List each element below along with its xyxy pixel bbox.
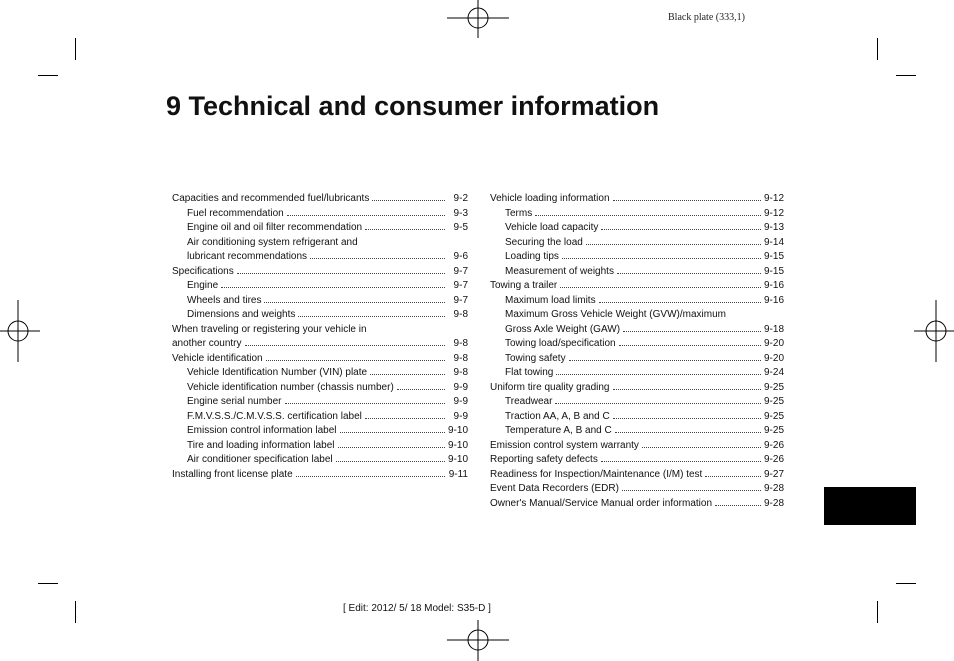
- toc-entry: [490, 265, 784, 280]
- dot-leader: [287, 215, 445, 216]
- toc-entry: [490, 308, 784, 323]
- dot-leader: [310, 258, 445, 259]
- toc-entry-label: Tire and loading information label: [187, 439, 335, 451]
- toc-entry-label: Uniform tire quality grading: [490, 381, 610, 393]
- toc-entry-label: Gross Axle Weight (GAW): [505, 323, 621, 335]
- crop-mark-icon: [38, 75, 58, 76]
- toc-page-number: 9-27: [763, 468, 784, 480]
- dot-leader: [601, 461, 761, 462]
- toc-page-number: 9-28: [763, 497, 784, 509]
- dot-leader: [338, 447, 445, 448]
- toc-entry-label: Engine: [187, 280, 219, 291]
- toc-entry: [172, 236, 468, 251]
- dot-leader: [622, 490, 761, 491]
- toc-entry-label: Towing load/specification: [505, 338, 616, 349]
- toc-page-number: 9-25: [763, 425, 784, 436]
- toc-page-number: 9-10: [447, 454, 468, 465]
- dot-leader: [560, 287, 761, 288]
- toc-entry: [172, 221, 468, 236]
- toc-entry: [172, 265, 468, 280]
- toc-entry: [490, 250, 784, 265]
- toc-entry-label: Specifications: [172, 265, 234, 277]
- registration-mark-icon: [914, 300, 954, 362]
- registration-mark-icon: [447, 620, 509, 661]
- toc-entry: [172, 279, 468, 294]
- toc-page-number: 9-26: [763, 454, 784, 465]
- dot-leader: [623, 331, 761, 332]
- toc-left-column: [172, 192, 468, 482]
- toc-entry: [490, 192, 784, 207]
- toc-entry-label: Towing safety: [505, 352, 566, 364]
- edit-footer: [ Edit: 2012/ 5/ 18 Model: S35-D ]: [343, 603, 491, 614]
- toc-entry: [172, 439, 468, 454]
- toc-entry-label: Installing front license plate: [172, 468, 293, 480]
- toc-entry-label: lubricant recommendations: [187, 251, 308, 262]
- toc-page-number: 9-10: [447, 439, 468, 451]
- toc-page-number: 9-8: [453, 309, 468, 320]
- toc-page-number: 9-7: [453, 294, 468, 306]
- dot-leader: [715, 505, 761, 506]
- toc-right-column: [490, 192, 784, 511]
- toc-page-number: 9-12: [763, 207, 784, 219]
- toc-entry-label: When traveling or registering your vehicle in: [172, 323, 367, 335]
- toc-page-number: 9-8: [453, 367, 468, 378]
- toc-entry: [490, 497, 784, 512]
- toc-entry-label: Owner's Manual/Service Manual order information: [490, 497, 713, 509]
- dot-leader: [562, 258, 761, 259]
- section-tab: [824, 487, 916, 525]
- crop-mark-icon: [38, 583, 58, 584]
- toc-entry-label: Vehicle loading information: [490, 193, 610, 204]
- dot-leader: [365, 418, 445, 419]
- plate-label: Black plate (333,1): [668, 12, 745, 23]
- toc-entry-label: Vehicle Identification Number (VIN) plate: [187, 367, 368, 378]
- toc-entry-label: F.M.V.S.S./C.M.V.S.S. certification label: [187, 410, 362, 422]
- toc-entry-label: Reporting safety defects: [490, 454, 598, 465]
- dot-leader: [370, 374, 445, 375]
- toc-entry: [490, 482, 784, 497]
- toc-entry: [172, 308, 468, 323]
- toc-entry-label: Loading tips: [505, 251, 559, 262]
- toc-page-number: 9-9: [453, 396, 468, 407]
- toc-entry-label: Wheels and tires: [187, 294, 262, 306]
- dot-leader: [613, 200, 761, 201]
- dot-leader: [619, 345, 761, 346]
- toc-entry: [490, 279, 784, 294]
- dot-leader: [613, 418, 761, 419]
- toc-entry: [172, 424, 468, 439]
- dot-leader: [586, 244, 761, 245]
- toc-page-number: 9-3: [453, 207, 468, 219]
- dot-leader: [599, 302, 761, 303]
- toc-page-number: 9-7: [453, 280, 468, 291]
- toc-entry: [172, 410, 468, 425]
- dot-leader: [336, 461, 445, 462]
- toc-entry: [172, 468, 468, 483]
- toc-entry: [172, 366, 468, 381]
- crop-mark-icon: [896, 75, 916, 76]
- toc-page-number: 9-26: [763, 439, 784, 451]
- toc-entry: [490, 468, 784, 483]
- toc-entry: [490, 221, 784, 236]
- toc-entry: [490, 323, 784, 338]
- toc-entry-label: Maximum Gross Vehicle Weight (GVW)/maximum: [505, 309, 726, 320]
- toc-entry: [490, 366, 784, 381]
- toc-entry: [490, 381, 784, 396]
- dot-leader: [613, 389, 761, 390]
- toc-entry: [490, 424, 784, 439]
- toc-entry-label: Dimensions and weights: [187, 309, 296, 320]
- toc-entry: [172, 381, 468, 396]
- toc-page-number: 9-25: [763, 381, 784, 393]
- toc-entry: [172, 352, 468, 367]
- toc-entry: [172, 207, 468, 222]
- dot-leader: [264, 302, 445, 303]
- toc-entry-label: Event Data Recorders (EDR): [490, 483, 619, 494]
- dot-leader: [601, 229, 761, 230]
- toc-entry-label: Emission control system warranty: [490, 439, 639, 451]
- dot-leader: [245, 345, 446, 346]
- toc-page-number: 9-24: [763, 367, 784, 378]
- toc-entry-label: Traction AA, A, B and C: [505, 410, 610, 422]
- toc-page-number: 9-9: [453, 381, 468, 393]
- toc-entry-label: Engine oil and oil filter recommendation: [187, 222, 363, 233]
- dot-leader: [237, 273, 445, 274]
- registration-mark-icon: [0, 300, 40, 362]
- dot-leader: [298, 316, 445, 317]
- toc-entry: [490, 294, 784, 309]
- toc-page-number: 9-11: [448, 468, 468, 480]
- toc-page-number: 9-15: [763, 251, 784, 262]
- toc-page-number: 9-8: [453, 352, 468, 364]
- toc-page-number: 9-25: [763, 410, 784, 422]
- crop-mark-icon: [75, 601, 76, 623]
- toc-entry: [172, 294, 468, 309]
- toc-page-number: 9-28: [763, 483, 784, 494]
- toc-entry-label: another country: [172, 338, 242, 349]
- toc-page-number: 9-12: [763, 193, 784, 204]
- toc-entry-label: Readiness for Inspection/Maintenance (I/M) test: [490, 468, 703, 480]
- toc-page-number: 9-7: [453, 265, 468, 277]
- toc-entry-label: Fuel recommendation: [187, 207, 284, 219]
- toc-entry: [490, 395, 784, 410]
- dot-leader: [555, 403, 761, 404]
- toc-entry-label: Treadwear: [505, 396, 553, 407]
- toc-entry-label: Towing a trailer: [490, 280, 558, 291]
- toc-page-number: 9-2: [453, 193, 468, 204]
- toc-entry-label: Maximum load limits: [505, 294, 596, 306]
- dot-leader: [285, 403, 446, 404]
- toc-entry: [172, 337, 468, 352]
- crop-mark-icon: [877, 601, 878, 623]
- toc-entry-label: Vehicle identification: [172, 352, 263, 364]
- toc-page-number: 9-10: [447, 425, 468, 436]
- dot-leader: [372, 200, 445, 201]
- toc-entry: [490, 236, 784, 251]
- registration-mark-icon: [447, 0, 509, 40]
- toc-entry: [490, 337, 784, 352]
- toc-entry-label: Engine serial number: [187, 396, 282, 407]
- toc-page-number: 9-20: [763, 338, 784, 349]
- crop-mark-icon: [877, 38, 878, 60]
- toc-page-number: 9-20: [763, 352, 784, 364]
- toc-entry: [490, 352, 784, 367]
- toc-entry-label: Air conditioner specification label: [187, 454, 333, 465]
- toc-entry: [490, 439, 784, 454]
- toc-entry-label: Terms: [505, 207, 533, 219]
- toc-entry-label: Emission control information label: [187, 425, 337, 436]
- dot-leader: [365, 229, 445, 230]
- dot-leader: [535, 215, 761, 216]
- toc-entry: [172, 395, 468, 410]
- dot-leader: [296, 476, 445, 477]
- toc-page-number: 9-18: [763, 323, 784, 335]
- toc-entry: [172, 250, 468, 265]
- crop-mark-icon: [896, 583, 916, 584]
- toc-page-number: 9-14: [763, 236, 784, 248]
- toc-entry: [172, 323, 468, 338]
- toc-entry: [490, 410, 784, 425]
- toc-entry: [172, 453, 468, 468]
- toc-entry: [490, 453, 784, 468]
- dot-leader: [705, 476, 761, 477]
- toc-page-number: 9-15: [763, 265, 784, 277]
- toc-entry-label: Flat towing: [505, 367, 554, 378]
- dot-leader: [556, 374, 761, 375]
- page-title: 9 Technical and consumer information: [166, 91, 660, 121]
- dot-leader: [266, 360, 445, 361]
- dot-leader: [642, 447, 761, 448]
- dot-leader: [397, 389, 445, 390]
- toc-entry-label: Vehicle identification number (chassis number): [187, 381, 394, 393]
- toc-entry-label: Measurement of weights: [505, 265, 614, 277]
- dot-leader: [615, 432, 761, 433]
- dot-leader: [340, 432, 445, 433]
- toc-entry: [490, 207, 784, 222]
- toc-entry-label: Capacities and recommended fuel/lubricants: [172, 193, 370, 204]
- toc-page-number: 9-16: [763, 294, 784, 306]
- toc-page-number: 9-5: [453, 222, 468, 233]
- toc-entry-label: Vehicle load capacity: [505, 222, 599, 233]
- toc-page-number: 9-16: [763, 280, 784, 291]
- dot-leader: [617, 273, 761, 274]
- toc-page-number: 9-6: [453, 251, 468, 262]
- toc-entry-label: Temperature A, B and C: [505, 425, 612, 436]
- toc-page-number: 9-25: [763, 396, 784, 407]
- toc-page-number: 9-13: [763, 222, 784, 233]
- toc-entry: [172, 192, 468, 207]
- toc-page-number: 9-9: [453, 410, 468, 422]
- crop-mark-icon: [75, 38, 76, 60]
- toc-entry-label: Air conditioning system refrigerant and: [187, 236, 358, 248]
- dot-leader: [221, 287, 445, 288]
- toc-entry-label: Securing the load: [505, 236, 583, 248]
- toc-page-number: 9-8: [453, 338, 468, 349]
- dot-leader: [569, 360, 761, 361]
